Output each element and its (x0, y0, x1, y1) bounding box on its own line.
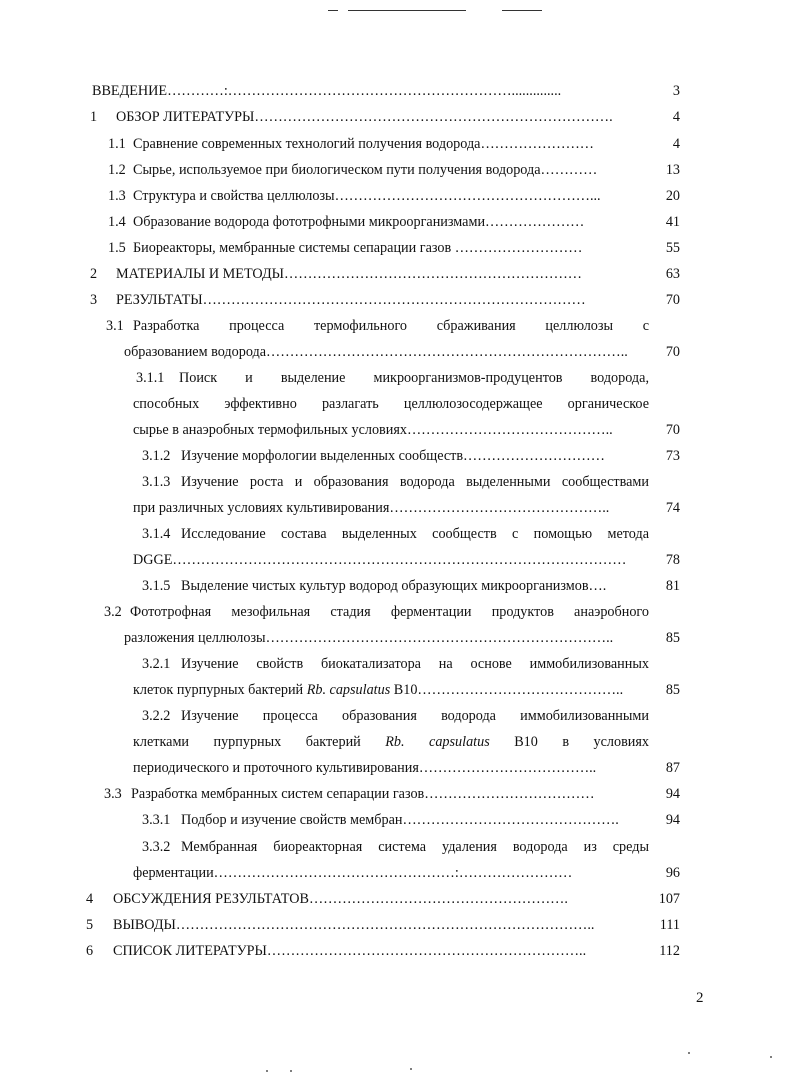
toc-entry-page: 81 (665, 578, 680, 594)
toc-entry-text-line: Разработка процесса термофильного сбраживания целлюлозы с (133, 318, 649, 334)
toc-entry-number: 3.1.3 (142, 474, 171, 490)
bacteria-name: Rb. capsulatus (306, 682, 391, 698)
scan-artifact-dot (688, 1052, 690, 1054)
toc-entry-page: 4 (672, 109, 680, 125)
scan-artifact-line (502, 10, 542, 11)
toc-entry-text: Подбор и изучение свойств мембран………………………………………. (181, 812, 619, 828)
toc-entry-text-line: Исследование состава выделенных сообществ с помощью метода (181, 526, 649, 542)
toc-entry-text: Структура и свойства целлюлозы………………………………………………... (133, 188, 601, 204)
toc-entry-number: 3.1.5 (142, 578, 171, 594)
toc-entry-number: 1.3 (108, 188, 126, 204)
toc-entry-text-line: разложения целлюлозы……………………………………………………………….. (124, 630, 614, 646)
toc-entry-text-line: ферментации……………………………………………:…………………… (133, 865, 573, 881)
toc-entry-page: 94 (665, 786, 680, 802)
toc-entry-page: 87 (665, 760, 680, 776)
toc-entry-page: 3 (672, 83, 680, 99)
toc-entry-number: 3.3.2 (142, 839, 171, 855)
toc-entry-page: 20 (665, 188, 680, 204)
toc-entry-number: 6 (86, 943, 94, 959)
toc-entry-text-line: при различных условиях культивирования……………………………………….. (133, 500, 610, 516)
scan-artifact-dot (770, 1056, 772, 1058)
toc-entry (0, 369, 794, 439)
toc-entry-page: 85 (665, 630, 680, 646)
toc-entry-text: ВЫВОДЫ…………………………………………………………………………….. (113, 917, 595, 933)
toc-entry-number: 3.2.2 (142, 708, 171, 724)
toc-entry-text-part: B10 в условиях (489, 734, 650, 750)
toc-entry-number: 3.1.2 (142, 448, 171, 464)
toc-entry-page: 112 (659, 943, 680, 959)
toc-entry-number: 4 (86, 891, 94, 907)
toc-entry-text: ОБЗОР ЛИТЕРАТУРЫ…………………………………………………………………. (116, 109, 613, 125)
toc-entry-page: 96 (665, 865, 680, 881)
toc-entry-number: 2 (90, 266, 98, 282)
toc-entry-page: 70 (665, 422, 680, 438)
toc-entry (0, 838, 794, 882)
toc-entry-text: Образование водорода фототрофными микроорганизмами………………… (133, 214, 585, 230)
toc-entry-number: 3.2.1 (142, 656, 171, 672)
toc-entry-text-line: Изучение процесса образования водорода иммобилизованными (181, 708, 649, 724)
toc-entry-number: 1.1 (108, 136, 126, 152)
toc-entry-page: 13 (665, 162, 680, 178)
toc-entry-number: 3.1.1 (136, 370, 165, 386)
toc-entry-text-line: Фототрофная мезофильная стадия ферментации продуктов анаэробного (130, 604, 649, 620)
scan-artifact-line (328, 10, 338, 11)
toc-entry-page: 41 (665, 214, 680, 230)
scan-artifact-dot (290, 1070, 292, 1072)
toc-entry-text-line (133, 733, 649, 751)
toc-entry-text-part: B10…………………………………….. (390, 682, 624, 698)
toc-entry-number: 1 (90, 109, 98, 125)
toc-entry-text: Биореакторы, мембранные системы сепарации газов ……………………… (133, 240, 583, 256)
toc-entry-text: Сырье, используемое при биологическом пути получения водорода………… (133, 162, 598, 178)
scan-artifact-dot (410, 1068, 412, 1070)
toc-entry-text-line: Поиск и выделение микроорганизмов-продуцентов водорода, (179, 370, 649, 386)
toc-entry-text-line (133, 681, 623, 699)
toc-entry-number: 3.1 (106, 318, 124, 334)
toc-entry (0, 707, 794, 777)
toc-entry (0, 655, 794, 699)
toc-entry-page: 55 (665, 240, 680, 256)
toc-entry-text: СПИСОК ЛИТЕРАТУРЫ………………………………………………………….. (113, 943, 587, 959)
toc-entry-page: 94 (665, 812, 680, 828)
toc-entry-number: 1.2 (108, 162, 126, 178)
toc-entry-number: 1.4 (108, 214, 126, 230)
toc-entry-page: 70 (665, 292, 680, 308)
toc-entry (0, 473, 794, 517)
toc-entry-text: ВВЕДЕНИЕ…………:…………………………………………………….............. (92, 83, 562, 99)
toc-entry-page: 4 (672, 136, 680, 152)
toc-entry-text: РЕЗУЛЬТАТЫ……………………………………………………………………… (116, 292, 586, 308)
bacteria-name: Rb. capsulatus (385, 734, 490, 750)
toc-entry-number: 3.1.4 (142, 526, 171, 542)
toc-entry-text-line: Мембранная биореакторная система удаления водорода из среды (181, 839, 649, 855)
toc-entry-text-line: Изучение роста и образования водорода выделенными сообществами (181, 474, 649, 490)
toc-entry-text-line: DGGE…………………………………………………………………………………… (133, 552, 627, 568)
toc-entry-text-line: способных эффективно разлагать целлюлозосодержащее органическое (133, 396, 649, 412)
toc-entry-number: 5 (86, 917, 94, 933)
toc-entry-number: 3.3 (104, 786, 122, 802)
toc-entry-text: Сравнение современных технологий получения водорода…………………… (133, 136, 594, 152)
toc-entry-text: Разработка мембранных систем сепарации газов……………………………… (131, 786, 595, 802)
toc-entry-page: 73 (665, 448, 680, 464)
toc-entry-number: 3 (90, 292, 98, 308)
toc-entry-text-line: Изучение свойств биокатализатора на основе иммобилизованных (181, 656, 649, 672)
toc-entry (0, 317, 794, 360)
page-number: 2 (696, 990, 704, 1006)
toc-entry-page: 78 (665, 552, 680, 568)
toc-entry-text-part: клеток пурпурных бактерий (133, 682, 307, 698)
toc-entry-number: 3.2 (104, 604, 122, 620)
toc-entry-page: 63 (665, 266, 680, 282)
toc-entry-text-part: клетками пурпурных бактерий (133, 734, 386, 750)
toc-entry-text-line: сырье в анаэробных термофильных условиях…………………………………….. (133, 422, 613, 438)
toc-entry-text: Выделение чистых культур водород образующих микроорганизмов…. (181, 578, 607, 594)
toc-entry-text-line: периодического и проточного культивирования……………………………….. (133, 760, 597, 776)
toc-entry-page: 111 (659, 917, 680, 933)
toc-entry-page: 70 (665, 344, 680, 360)
toc-entry-text: ОБСУЖДЕНИЯ РЕЗУЛЬТАТОВ………………………………………………. (113, 891, 568, 907)
toc-entry (0, 525, 794, 569)
scan-artifact-dot (266, 1070, 268, 1072)
toc-entry-number: 3.3.1 (142, 812, 171, 828)
toc-entry-text: МАТЕРИАЛЫ И МЕТОДЫ……………………………………………………… (116, 266, 582, 282)
scan-artifact-line (348, 10, 466, 11)
toc-entry-text: Изучение морфологии выделенных сообществ………………………… (181, 448, 605, 464)
toc-entry-text-line: образованием водорода………………………………………………………………….. (124, 344, 628, 360)
toc-entry-page: 107 (658, 891, 680, 907)
toc-entry-number: 1.5 (108, 240, 126, 256)
toc-entry (0, 603, 794, 647)
toc-entry-page: 74 (665, 500, 680, 516)
toc-entry-page: 85 (665, 682, 680, 698)
